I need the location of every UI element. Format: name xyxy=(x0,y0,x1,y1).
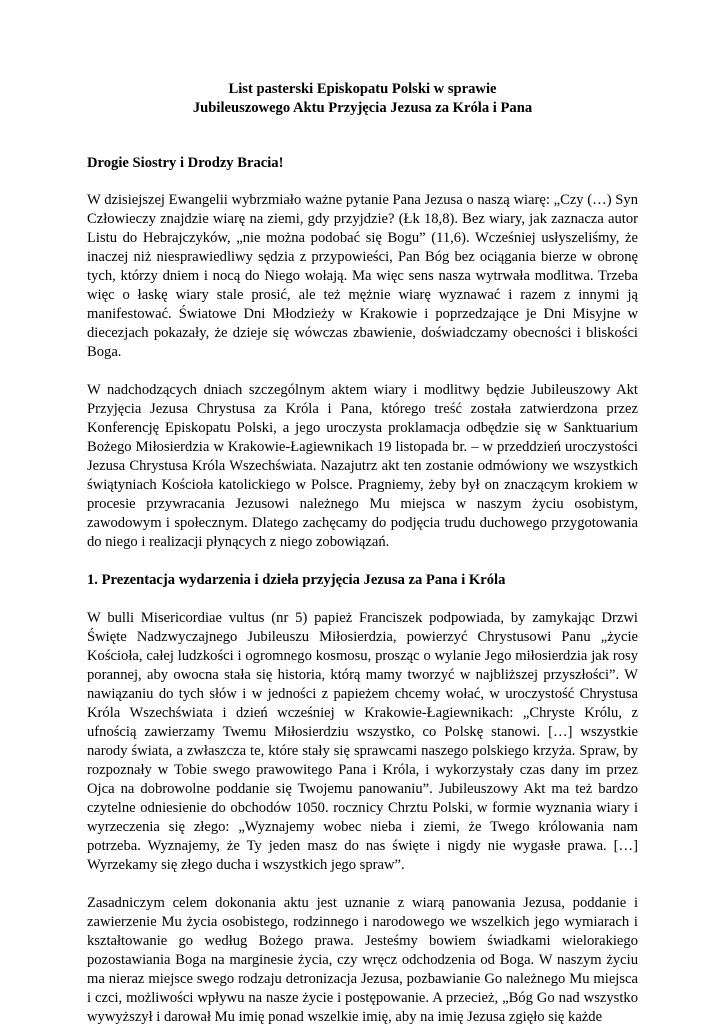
paragraph-4: Zasadniczym celem dokonania aktu jest uznanie z wiarą panowania Jezusa, poddanie i zawierzenie Mu życia osobistego, rodzinnego i narodowego we wszelkich jego wymiarach i kształtowanie go według Bożego prawa. Jesteśmy bowiem świadkami wielorakiego pozostawiania Boga na marginesie życia, czy wręcz odchodzenia od Boga. W naszym życiu ma nieraz miejsce swego rodzaju detronizacja Jezusa, pozbawianie Go należnego Mu miejsca i czci, możliwości wpływu na nasze życie i postępowanie. A przecież, „Bóg Go nad wszystko wywyższył i darował Mu imię ponad wszelkie imię, aby na imię Jezusa zgięło się każde xyxy=(87,895,638,1025)
section-1-heading: 1. Prezentacja wydarzenia i dzieła przyjęcia Jezusa za Pana i Króla xyxy=(87,572,506,588)
document-title-line-1: List pasterski Episkopatu Polski w sprawie xyxy=(228,81,497,97)
paragraph-1: W dzisiejszej Ewangelii wybrzmiało ważne pytanie Pana Jezusa o naszą wiarę: „Czy (…) Syn Człowieczy znajdzie wiarę na ziemi, gdy przyjdzie? (Łk 18,8). Bez wiary, jak zaznacza autor Listu do Hebrajczyków, „nie można podobać się Bogu” (11,6). Wcześniej usłyszeliśmy, że inaczej niż niesprawiedliwy sędzia z przypowieści, Pan Bóg bez ociągania bierze w obronę tych, którzy dniem i nocą do Niego wołają. Ma więc sens nasza wytrwała modlitwa. Trzeba więc o łaskę wiary stale prosić, ale też mężnie wiarę wyznawać i razem z innymi ją manifestować. Światowe Dni Młodzieży w Krakowie i poprzedzające je Dni Misyjne w diecezjach pokazały, że dzieje się wówczas zbawienie, doświadczamy obecności i bliskości Boga. xyxy=(87,192,638,360)
document-title-line-2: Jubileuszowego Aktu Przyjęcia Jezusa za Króla i Pana xyxy=(192,100,533,116)
paragraph-2: W nadchodzących dniach szczególnym aktem wiary i modlitwy będzie Jubileuszowy Akt Przyjęcia Jezusa Chrystusa za Króla i Pana, którego treść została zatwierdzona przez Konferencję Episkopatu Polski, a jego uroczysta proklamacja odbędzie się w Sanktuarium Bożego Miłosierdzia w Krakowie-Łagiewnikach 19 listopada br. – w przeddzień uroczystości Jezusa Chrystusa Króla Wszechświata. Nazajutrz akt ten zostanie odmówiony we wszystkich świątyniach Kościoła katolickiego w Polsce. Pragniemy, żeby był on znaczącym krokiem w procesie przywracania Jezusowi należnego Mu miejsca w naszym życiu osobistym, zawodowym i społecznym. Dlatego zachęcamy do podjęcia trudu duchowego przygotowania do niego i realizacji płynących z niego zobowiązań. xyxy=(87,382,638,550)
paragraph-3: W bulli Misericordiae vultus (nr 5) papież Franciszek podpowiada, by zamykając Drzwi Święte Nadzwyczajnego Jubileuszu Miłosierdzia, powierzyć Chrystusowi Panu „życie Kościoła, całej ludzkości i ogromnego kosmosu, prosząc o wylanie Jego miłosierdzia jak rosy porannej, aby owocna stała się historia, którą mamy tworzyć w najbliższej przyszłości”. W nawiązaniu do tych słów i w jedności z papieżem chcemy wołać, w uroczystość Chrystusa Króla Wszechświata i dzień wcześniej w Krakowie-Łagiewnikach: „Chryste Królu, z ufnością zawierzamy Twemu Miłosierdziu wszystko, co Polskę stanowi. […] wszystkie narody świata, a zwłaszcza te, które stały się sprawcami naszego polskiego krzyża. Spraw, by rozpoznały w Tobie swego prawowitego Pana i Króla, i wykorzystały czas dany im przez Ojca na dobrowolne poddanie się Twojemu panowaniu”. Jubileuszowy Akt ma też bardzo czytelne odniesienie do obchodów 1050. rocznicy Chrztu Polski, w formie wyznania wiary i wyrzeczenia się złego: „Wyznajemy wobec nieba i ziemi, że Twego królowania nam potrzeba. Wyznajemy, że Ty jeden masz do nas święte i nigdy nie wygasłe prawa. […] Wyrzekamy się złego ducha i wszystkich jego spraw”. xyxy=(87,610,638,873)
greeting: Drogie Siostry i Drodzy Bracia! xyxy=(87,155,284,171)
